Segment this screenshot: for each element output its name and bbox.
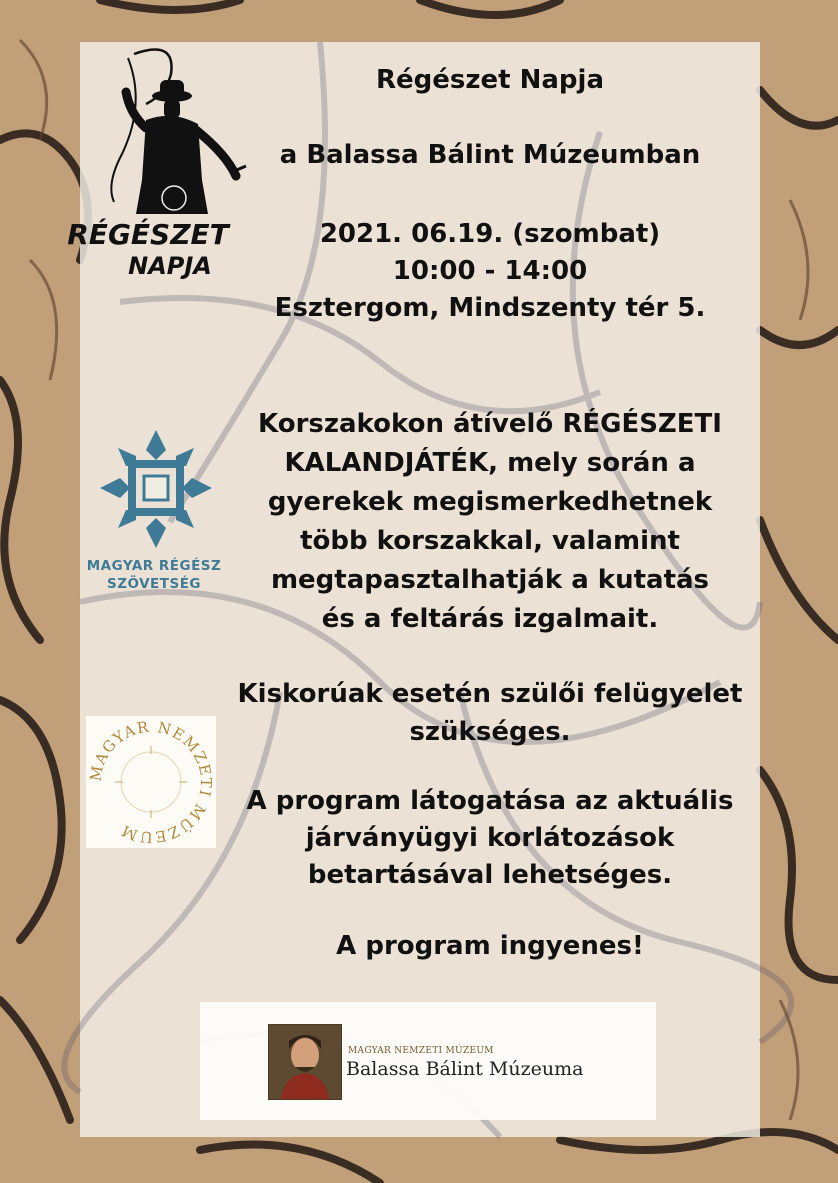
description-line-6: és a feltárás izgalmait.: [321, 604, 659, 634]
supervision-line-1: Kiskorúak esetén szülői felügyelet: [237, 679, 743, 709]
covid-line-3: betartásával lehetséges.: [307, 860, 673, 890]
mnm-ring-text: MAGYAR NEMZETI MÚZEUM: [86, 717, 216, 847]
description-line-4: több korszakkal, valamint: [300, 526, 680, 556]
museum-portrait-image: [268, 1024, 342, 1100]
description-line-1: Korszakokon átívelő RÉGÉSZETI: [258, 409, 722, 439]
regeszet-logo-line2: NAPJA: [128, 252, 212, 280]
magyar-regesz-szovetseg-logo: [96, 426, 216, 552]
covid-line-1: A program látogatása az aktuális: [246, 786, 734, 816]
regeszet-logo-line1: RÉGÉSZET: [67, 218, 229, 251]
event-place: Esztergom, Mindszenty tér 5.: [274, 293, 706, 323]
free-program-notice: A program ingyenes!: [336, 931, 644, 961]
museum-logo-name: Balassa Bálint Múzeuma: [346, 1058, 584, 1080]
mrs-logo-line2: SZÖVETSÉG: [106, 576, 202, 592]
event-subtitle: a Balassa Bálint Múzeumban: [279, 140, 701, 170]
supervision-line-2: szükséges.: [409, 717, 571, 747]
description-line-5: megtapasztalhatják a kutatás: [270, 565, 710, 595]
museum-logo-small-text: MAGYAR NEMZETI MÚZEUM: [348, 1046, 494, 1056]
event-title: Régészet Napja: [376, 65, 604, 95]
magyar-nemzeti-muzeum-logo: [86, 716, 216, 848]
event-time: 10:00 - 14:00: [392, 256, 588, 286]
svg-text:MAGYAR NEMZETI MÚZEUM: [86, 718, 215, 847]
event-date: 2021. 06.19. (szombat): [319, 219, 661, 249]
covid-line-2: járványügyi korlátozások: [305, 823, 675, 853]
description-line-2: KALANDJÁTÉK, mely során a: [284, 448, 696, 478]
description-line-3: gyerekek megismerkedhetnek: [267, 487, 713, 517]
mrs-logo-line1: MAGYAR RÉGÉSZ: [86, 558, 222, 574]
